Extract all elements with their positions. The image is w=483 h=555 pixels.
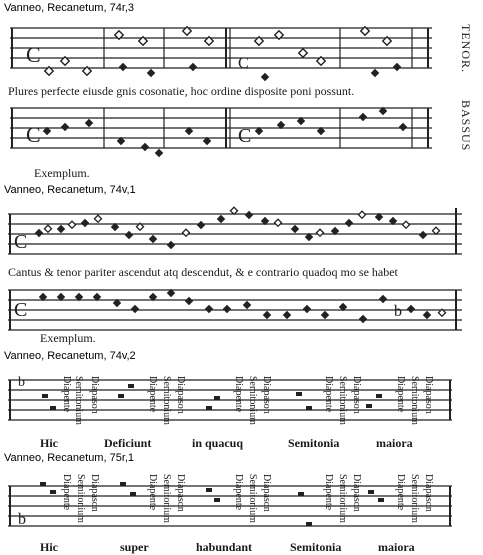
svg-text:Diapente: Diapente [323, 376, 334, 413]
svg-text:Semitonium: Semitonium [247, 474, 258, 523]
svg-text:C: C [238, 125, 252, 147]
excerpt-4-word-1: Hic [40, 540, 58, 554]
svg-text:Semitonium: Semitonium [337, 376, 348, 425]
svg-text:Diapente: Diapente [61, 474, 72, 511]
svg-text:Diapason: Diapason [351, 474, 362, 512]
excerpt-1-staff-top [0, 20, 445, 82]
svg-text:Semitonium: Semitonium [409, 376, 420, 425]
svg-text:Semitonium: Semitonium [409, 474, 420, 523]
svg-text:Diapason: Diapason [351, 376, 362, 414]
svg-text:Diapente: Diapente [233, 376, 244, 413]
excerpt-3-staff [0, 366, 470, 432]
svg-text:Semitonium: Semitonium [161, 474, 172, 523]
svg-text:b: b [394, 303, 402, 320]
svg-text:Diapason: Diapason [423, 474, 434, 512]
excerpt-1-caption: Vanneo, Recanetum, 74r,3 [4, 2, 135, 14]
svg-text:Semitonium: Semitonium [247, 376, 258, 425]
svg-text:Diapente: Diapente [395, 376, 406, 413]
svg-text:C: C [238, 55, 249, 72]
excerpt-1-text: Plures perfecte eiusde gnis cosonatie, hoc ordine disposite poni possunt. [8, 84, 355, 98]
excerpt-1-staff-bottom [0, 100, 445, 162]
excerpt-4-caption: Vanneo, Recanetum, 75r,1 [4, 452, 135, 464]
svg-text:C: C [26, 122, 41, 147]
excerpt-3-word-1: Hic [40, 436, 58, 450]
svg-text:Diapente: Diapente [233, 474, 244, 511]
svg-text:b: b [18, 375, 25, 390]
svg-text:Diapente: Diapente [395, 474, 406, 511]
excerpt-3-word-5: maiora [376, 436, 413, 450]
svg-text:Semitonium: Semitonium [161, 376, 172, 425]
svg-text:C: C [14, 299, 28, 321]
svg-text:Diapente: Diapente [147, 376, 158, 413]
svg-text:Diapason: Diapason [261, 376, 272, 414]
svg-text:Diapente: Diapente [61, 376, 72, 413]
svg-text:C: C [26, 42, 41, 67]
excerpt-3-word-4: Semitonia [288, 436, 340, 450]
excerpt-2-staff-top [0, 200, 470, 262]
excerpt-2-text: Cantus & tenor pariter ascendut atq descendut, & e contrario quadoq mo se habet [8, 265, 398, 279]
excerpt-3-word-3: in quacuq [192, 436, 244, 450]
svg-text:Semitonium: Semitonium [337, 474, 348, 523]
svg-text:Diapason: Diapason [423, 376, 434, 414]
excerpt-2-example-label: Exemplum. [40, 331, 96, 345]
svg-text:b: b [18, 511, 26, 528]
svg-text:Diapente: Diapente [323, 474, 334, 511]
excerpt-3-caption: Vanneo, Recanetum, 74v,2 [4, 350, 136, 362]
svg-text:Diapason: Diapason [175, 376, 186, 414]
excerpt-4-word-2: super [120, 540, 149, 554]
svg-text:Semitonium: Semitonium [73, 376, 84, 425]
excerpt-4-word-5: maiora [378, 540, 415, 554]
svg-text:Diapason: Diapason [261, 474, 272, 512]
excerpt-4-word-3: habundant [196, 540, 253, 554]
tenor-label: TENOR. [459, 24, 473, 73]
excerpt-4-staff [0, 468, 470, 538]
svg-text:Diapente: Diapente [147, 474, 158, 511]
bassus-label: BASSUS [459, 100, 473, 152]
excerpt-1-example-label: Exemplum. [34, 166, 90, 180]
svg-text:C: C [14, 231, 28, 253]
svg-text:Semitonium: Semitonium [75, 474, 86, 523]
svg-text:Diapason: Diapason [89, 474, 100, 512]
excerpt-3-word-2: Deficiunt [104, 436, 152, 450]
svg-text:Diapason: Diapason [89, 376, 100, 414]
excerpt-4-word-4: Semitonia [290, 540, 342, 554]
svg-text:Diapason: Diapason [175, 474, 186, 512]
excerpt-2-caption: Vanneo, Recanetum, 74v,1 [4, 184, 136, 196]
